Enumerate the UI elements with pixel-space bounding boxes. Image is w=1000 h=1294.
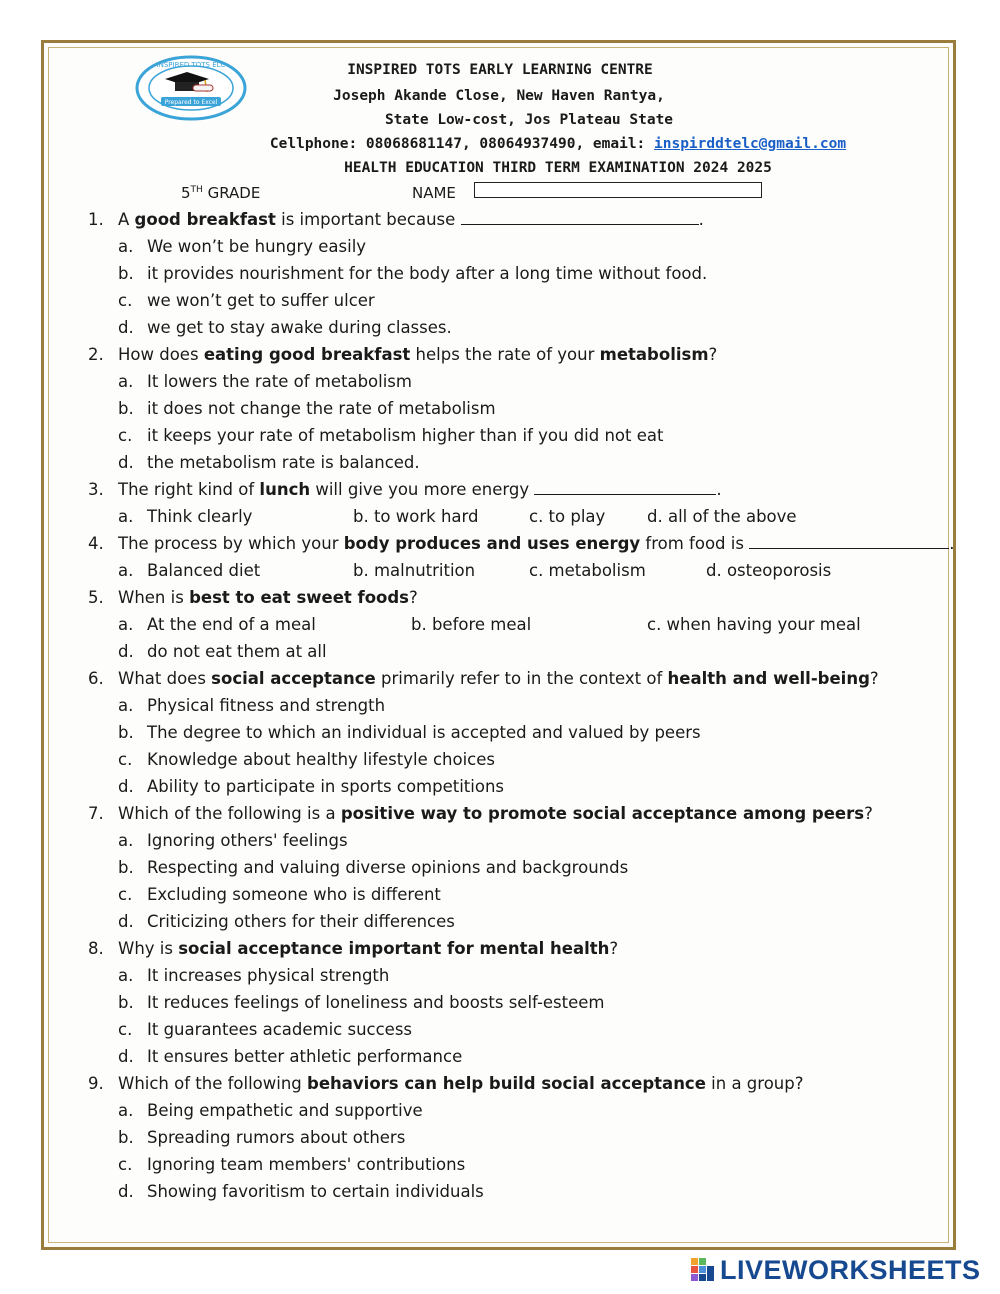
question-end: ? <box>869 669 879 688</box>
question-text: will give you more energy <box>310 480 535 499</box>
liveworksheets-logo-icon <box>690 1257 716 1283</box>
option-text: Respecting and valuing diverse opinions and backgrounds <box>147 858 629 877</box>
question-keyword: eating good breakfast <box>203 345 411 364</box>
question-3 <box>88 480 722 499</box>
option-9b[interactable] <box>118 1128 405 1147</box>
option-text: Ignoring others' feelings <box>147 831 348 850</box>
question-end: ? <box>609 939 619 958</box>
option-letter: a. <box>118 966 134 985</box>
option-text: At the end of a meal <box>147 615 316 634</box>
option-letter: c. <box>118 1155 133 1174</box>
option-text: Spreading rumors about others <box>147 1128 406 1147</box>
option-3c[interactable]: c. to play <box>529 507 606 526</box>
question-number: 5. <box>88 588 104 607</box>
option-letter: c. <box>118 1020 133 1039</box>
option-letter: a. <box>118 1101 134 1120</box>
option-6b[interactable] <box>118 723 701 742</box>
question-number: 6. <box>88 669 104 688</box>
question-number: 8. <box>88 939 104 958</box>
question-end: ? <box>708 345 718 364</box>
option-letter: a. <box>118 696 134 715</box>
option-letter: b. <box>118 264 134 283</box>
option-text: It lowers the rate of metabolism <box>147 372 412 391</box>
option-2d[interactable] <box>118 453 420 472</box>
option-letter: c. <box>118 885 133 904</box>
name-label: NAME <box>412 184 456 202</box>
question-number: 4. <box>88 534 104 553</box>
question-1 <box>88 210 704 229</box>
question-text: Why is <box>118 939 179 958</box>
option-letter: d. <box>118 642 134 661</box>
option-letter: d. <box>118 1047 134 1066</box>
school-name: INSPIRED TOTS EARLY LEARNING CENTRE <box>347 62 653 78</box>
svg-text:Prepared to Excel: Prepared to Excel <box>164 99 218 106</box>
question-end: . <box>698 210 704 229</box>
question-text: helps the rate of your <box>410 345 600 364</box>
option-6a[interactable] <box>118 696 385 715</box>
question-text: When is <box>118 588 190 607</box>
option-letter: a. <box>118 561 134 580</box>
option-7d[interactable] <box>118 912 455 931</box>
grade-number: 5 <box>181 184 191 202</box>
question-keyword: positive way to promote social acceptance among peers <box>340 804 865 823</box>
option-letter: d. <box>118 912 134 931</box>
option-1c[interactable] <box>118 291 375 310</box>
option-9c[interactable] <box>118 1155 465 1174</box>
question-text: primarily refer to in the context of <box>375 669 668 688</box>
contact-line <box>58 136 1000 152</box>
question-end: ? <box>409 588 418 607</box>
question-end: in a group? <box>705 1074 804 1093</box>
option-letter: a. <box>118 372 134 391</box>
option-8c[interactable] <box>118 1020 412 1039</box>
option-letter: b. <box>118 993 134 1012</box>
name-input[interactable] <box>474 182 762 198</box>
option-text: Showing favoritism to certain individuals <box>147 1182 484 1201</box>
question-keyword: metabolism <box>599 345 709 364</box>
question-5 <box>88 588 418 607</box>
question-keyword: behaviors can help build social acceptance <box>307 1074 706 1093</box>
answer-blank[interactable] <box>461 210 699 225</box>
question-keyword: social acceptance important for mental health <box>178 939 610 958</box>
option-3b[interactable]: b. to work hard <box>353 507 479 526</box>
question-7 <box>88 804 873 823</box>
answer-blank[interactable] <box>534 480 716 495</box>
option-2a[interactable] <box>118 372 412 391</box>
option-5d[interactable] <box>118 642 327 661</box>
option-5a[interactable] <box>118 615 316 634</box>
option-letter: d. <box>118 318 134 337</box>
option-7c[interactable] <box>118 885 441 904</box>
option-5b[interactable]: b. before meal <box>411 615 532 634</box>
option-text: It guarantees academic success <box>147 1020 413 1039</box>
question-end: ? <box>864 804 873 823</box>
option-letter: d. <box>118 453 134 472</box>
question-text: What does <box>118 669 212 688</box>
option-letter: d. <box>118 1182 134 1201</box>
option-text: we won’t get to suffer ulcer <box>147 291 375 310</box>
option-2c[interactable] <box>118 426 663 445</box>
option-text: Think clearly <box>147 507 253 526</box>
option-9d[interactable] <box>118 1182 484 1201</box>
option-letter: b. <box>118 723 134 742</box>
option-text: it does not change the rate of metabolism <box>147 399 496 418</box>
option-letter: b. <box>118 858 134 877</box>
option-text: Ignoring team members' contributions <box>147 1155 466 1174</box>
question-number: 3. <box>88 480 104 499</box>
email-link[interactable]: inspirddtelc@gmail.com <box>654 136 847 152</box>
option-2b[interactable] <box>118 399 496 418</box>
option-letter: a. <box>118 237 134 256</box>
contact-phones: Cellphone: 08068681147, 08064937490, email: <box>269 136 655 152</box>
option-text: Physical fitness and strength <box>147 696 386 715</box>
question-text: Which of the following <box>118 1074 308 1093</box>
address-line-1: Joseph Akande Close, New Haven Rantya, <box>333 88 665 104</box>
option-text: it provides nourishment for the body after a long time without food. <box>147 264 708 283</box>
option-5c[interactable]: c. when having your meal <box>647 615 861 634</box>
option-letter: c. <box>118 750 133 769</box>
question-text: A <box>118 210 135 229</box>
option-8d[interactable] <box>118 1047 462 1066</box>
option-text: Being empathetic and supportive <box>147 1101 423 1120</box>
option-text: Knowledge about healthy lifestyle choices <box>147 750 496 769</box>
question-number: 2. <box>88 345 104 364</box>
option-text: Ability to participate in sports competitions <box>147 777 504 796</box>
liveworksheets-wordmark: LIVEWORKSHEETS <box>720 1254 981 1285</box>
option-text: the metabolism rate is balanced. <box>147 453 420 472</box>
option-letter: b. <box>118 1128 134 1147</box>
address-line-2: State Low-cost, Jos Plateau State <box>384 112 674 128</box>
question-number: 7. <box>88 804 104 823</box>
question-keyword: best to eat sweet foods <box>189 588 410 607</box>
question-number: 1. <box>88 210 104 229</box>
question-6 <box>88 669 879 688</box>
option-4c[interactable]: c. metabolism <box>529 561 646 580</box>
option-text: It ensures better athletic performance <box>147 1047 463 1066</box>
question-end: . <box>716 480 722 499</box>
question-keyword: health and well-being <box>667 669 870 688</box>
option-text: It reduces feelings of loneliness and boosts self-esteem <box>147 993 605 1012</box>
option-text: do not eat them at all <box>147 642 327 661</box>
option-text: We won’t be hungry easily <box>147 237 367 256</box>
question-keyword: body produces and uses energy <box>343 534 641 553</box>
question-4 <box>88 534 954 553</box>
question-keyword: good breakfast <box>134 210 276 229</box>
option-text: Excluding someone who is different <box>147 885 441 904</box>
option-6d[interactable] <box>118 777 504 796</box>
option-1b[interactable] <box>118 264 707 283</box>
question-text: from food is <box>640 534 750 553</box>
grade-suffix: TH <box>190 185 203 195</box>
option-3d[interactable]: d. all of the above <box>647 507 797 526</box>
option-letter: c. <box>118 291 133 310</box>
question-number: 9. <box>88 1074 104 1093</box>
option-4d[interactable]: d. osteoporosis <box>706 561 832 580</box>
question-end: . <box>949 534 955 553</box>
option-1a[interactable] <box>118 237 366 256</box>
option-letter: b. <box>118 399 134 418</box>
question-text: The process by which your <box>118 534 344 553</box>
question-text: The right kind of <box>118 480 260 499</box>
option-8b[interactable] <box>118 993 605 1012</box>
option-text: we get to stay awake during classes. <box>147 318 452 337</box>
option-7b[interactable] <box>118 858 628 877</box>
question-keyword: social acceptance <box>211 669 376 688</box>
question-text: is important because <box>275 210 461 229</box>
option-text: The degree to which an individual is accepted and valued by peers <box>147 723 701 742</box>
question-text: How does <box>118 345 204 364</box>
option-3a[interactable] <box>118 507 252 526</box>
option-letter: d. <box>118 777 134 796</box>
option-letter: c. <box>118 426 133 445</box>
liveworksheets-brand[interactable] <box>690 1255 981 1285</box>
option-text: Balanced diet <box>147 561 261 580</box>
option-4a[interactable] <box>118 561 260 580</box>
question-2 <box>88 345 717 364</box>
exam-title: HEALTH EDUCATION THIRD TERM EXAMINATION 2024 2025 <box>344 160 772 176</box>
grade-text: GRADE <box>207 184 261 202</box>
grade-label <box>181 184 260 202</box>
svg-text:INSPIRED TOTS ELC: INSPIRED TOTS ELC <box>156 61 226 69</box>
option-7a[interactable] <box>118 831 348 850</box>
question-8 <box>88 939 618 958</box>
option-letter: a. <box>118 831 134 850</box>
option-8a[interactable] <box>118 966 389 985</box>
question-9 <box>88 1074 804 1093</box>
option-9a[interactable] <box>118 1101 423 1120</box>
option-text: Criticizing others for their differences <box>147 912 455 931</box>
question-keyword: lunch <box>259 480 311 499</box>
option-1d[interactable] <box>118 318 452 337</box>
option-text: it keeps your rate of metabolism higher than if you did not eat <box>147 426 664 445</box>
question-text: Which of the following is a <box>118 804 341 823</box>
option-letter: a. <box>118 507 134 526</box>
option-text: It increases physical strength <box>147 966 390 985</box>
option-6c[interactable] <box>118 750 495 769</box>
option-letter: a. <box>118 615 134 634</box>
option-4b[interactable]: b. malnutrition <box>353 561 476 580</box>
answer-blank[interactable] <box>749 534 949 549</box>
